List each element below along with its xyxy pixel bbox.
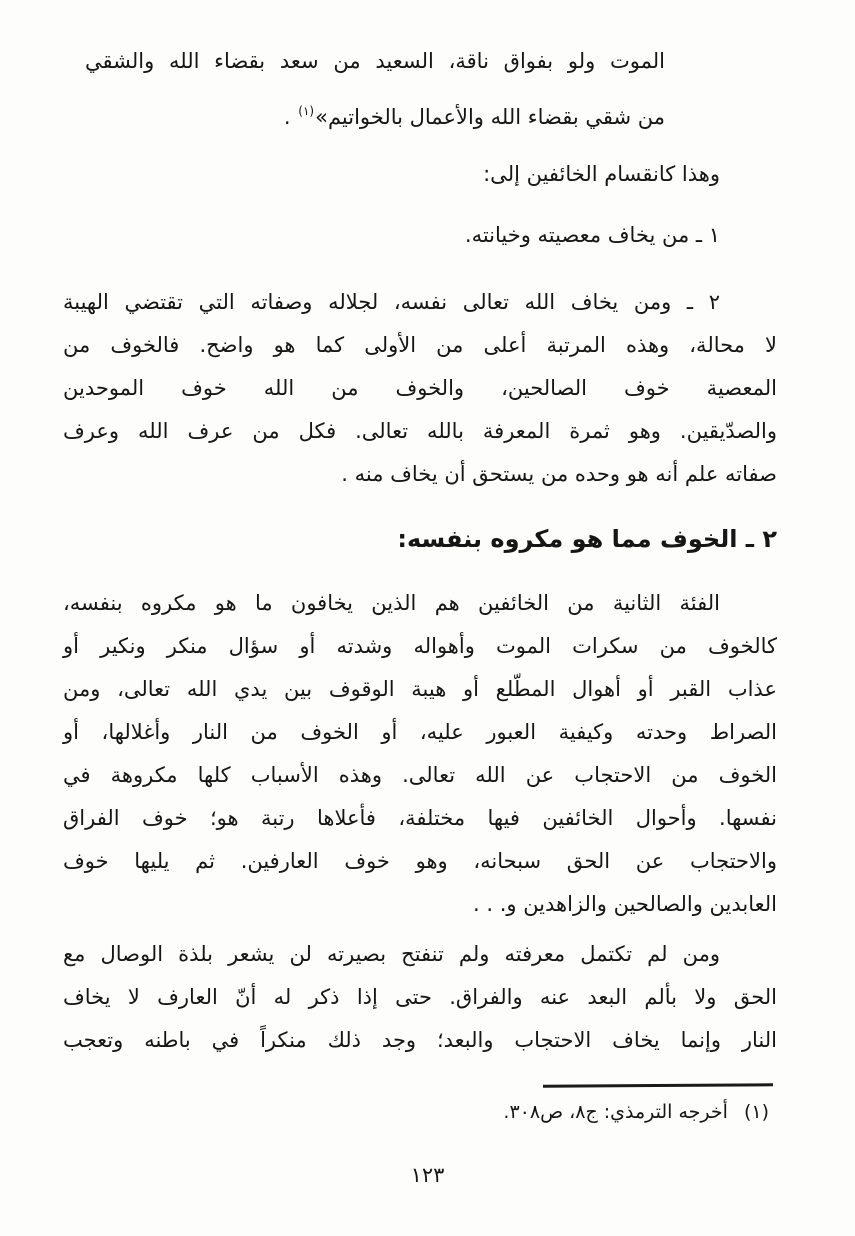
text-line: الحق ولا بألم البعد عنه والفراق. حتى إذا ذكر له أنّ العارف لا يخاف — [63, 985, 777, 1009]
text-line: صفاته علم أنه هو وحده من يستحق أن يخاف منه . — [341, 462, 777, 486]
text-block — [63, 0, 777, 1128]
footnote-ref-marker: (١) — [298, 104, 315, 118]
text-line: المعصية خوف الصالحين، والخوف من الله خوف الموحدين — [63, 376, 777, 400]
paragraph-second-group — [63, 582, 777, 926]
text-line: ومن لم تكتمل معرفته ولم تنفتح بصيرته لن يشعر بلذة الوصال مع — [63, 942, 720, 966]
text-line: الموت ولو بفواق ناقة، السعيد من سعد بقضاء الله والشقي — [85, 49, 665, 73]
footnote-text: أخرجه الترمذي: ج٨، ص٣٠٨. — [503, 1101, 728, 1123]
quote-end-text: من شقي بقضاء الله والأعمال بالخواتيم» — [315, 105, 665, 129]
text-line: والصدّيقين. وهو ثمرة المعرفة بالله تعالى. فكل من عرف الله وعرف — [63, 419, 777, 443]
text-line: الفئة الثانية من الخائفين هم الذين يخافون ما هو مكروه بنفسه، — [63, 591, 720, 615]
text-line: عذاب القبر أو أهوال المطّلع أو هيبة الوقوف بين يدي الله تعالى، ومن — [63, 677, 777, 701]
list-item-1: ١ ـ من يخاف معصيته وخيانته. — [464, 223, 720, 247]
text-line: النار وإنما يخاف الاحتجاب والبعد؛ وجد ذلك منكراً في باطنه وتعجب — [63, 1028, 777, 1052]
text-line: لا محالة، وهذه المرتبة أعلى من الأولى كما هو واضح. فالخوف من — [63, 333, 777, 357]
page-number: ١٢٣ — [410, 1163, 445, 1187]
text-line: العابدين والصالحين والزاهدين و. . . — [473, 892, 777, 916]
footnote-separator — [543, 1083, 773, 1087]
text-line: كالخوف من سكرات الموت وأهواله وشدته أو سؤال منكر ونكير أو — [63, 634, 777, 658]
text-line — [85, 86, 665, 142]
section-heading: ٢ ـ الخوف مما هو مكروه بنفسه: — [397, 525, 777, 553]
hadith-quote — [85, 36, 665, 142]
footnote-marker: (١) — [743, 1101, 769, 1123]
footnote — [63, 1096, 769, 1128]
text-line: نفسها. وأحوال الخائفين فيها مختلفة، فأعلاها رتبة هو؛ خوف الفراق — [63, 806, 777, 830]
text-line: الصراط وحدته وكيفية العبور عليه، أو الخوف من النار وأغلالها، أو — [63, 720, 777, 744]
text-line: ٢ ـ ومن يخاف الله تعالى نفسه، لجلاله وصفاته التي تقتضي الهيبة — [63, 290, 720, 314]
paragraph-fear-of-god — [63, 281, 777, 496]
text-line: الخوف من الاحتجاب عن الله تعالى. وهذه الأسباب كلها مكروهة في — [63, 763, 777, 787]
paragraph-incomplete-knowledge — [63, 933, 777, 1062]
quote-period: . — [283, 105, 298, 129]
text-line: والاحتجاب عن الحق سبحانه، وهو خوف العارفين. ثم يليها خوف — [63, 849, 777, 873]
intro-line: وهذا كانقسام الخائفين إلى: — [483, 162, 720, 186]
